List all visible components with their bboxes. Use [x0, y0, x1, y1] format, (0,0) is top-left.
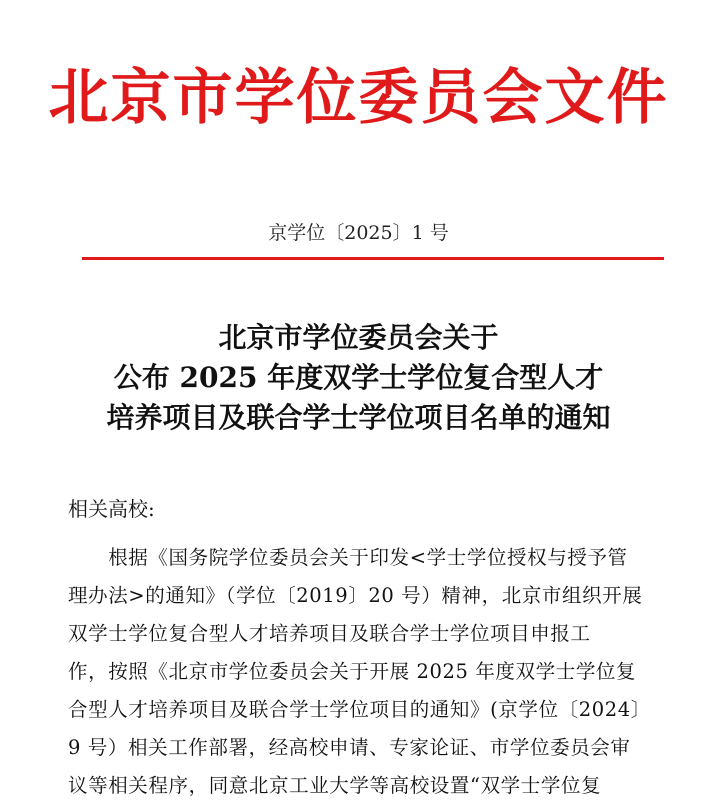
title-line: 公布 2025 年度双学士学位复合型人才 [113, 361, 604, 394]
body-line: 9 号）相关工作部署，经高校申请、专家论证、市学位委员会审 [68, 736, 631, 759]
title-line: 北京市学位委员会关于 [218, 321, 499, 354]
red-divider-line [82, 257, 664, 260]
title-line: 培养项目及联合学士学位项目名单的通知 [106, 401, 611, 434]
body-line: 理办法>的通知》（学位〔2019〕20 号）精神，北京市组织开展 [68, 584, 643, 607]
salutation: 相关高校: [68, 497, 155, 521]
body-line: 议等相关程序，同意北京工业大学等高校设置“双学士学位复 [68, 774, 602, 797]
body-line: 合型人才培养项目及联合学士学位项目的通知》(京学位〔2024〕 [68, 698, 651, 721]
body-paragraph [68, 539, 664, 805]
body-line: 作，按照《北京市学位委员会关于开展 2025 年度双学士学位复 [68, 660, 637, 683]
document-number: 京学位〔2025〕1 号 [268, 222, 449, 244]
document-header: 北京市学位委员会文件 [48, 63, 669, 133]
body-line: 双学士学位复合型人才培养项目及联合学士学位项目申报工 [68, 622, 591, 645]
notice-title [0, 318, 717, 438]
body-line: 根据《国务院学位委员会关于印发<学士学位授权与授予管 [68, 546, 628, 569]
